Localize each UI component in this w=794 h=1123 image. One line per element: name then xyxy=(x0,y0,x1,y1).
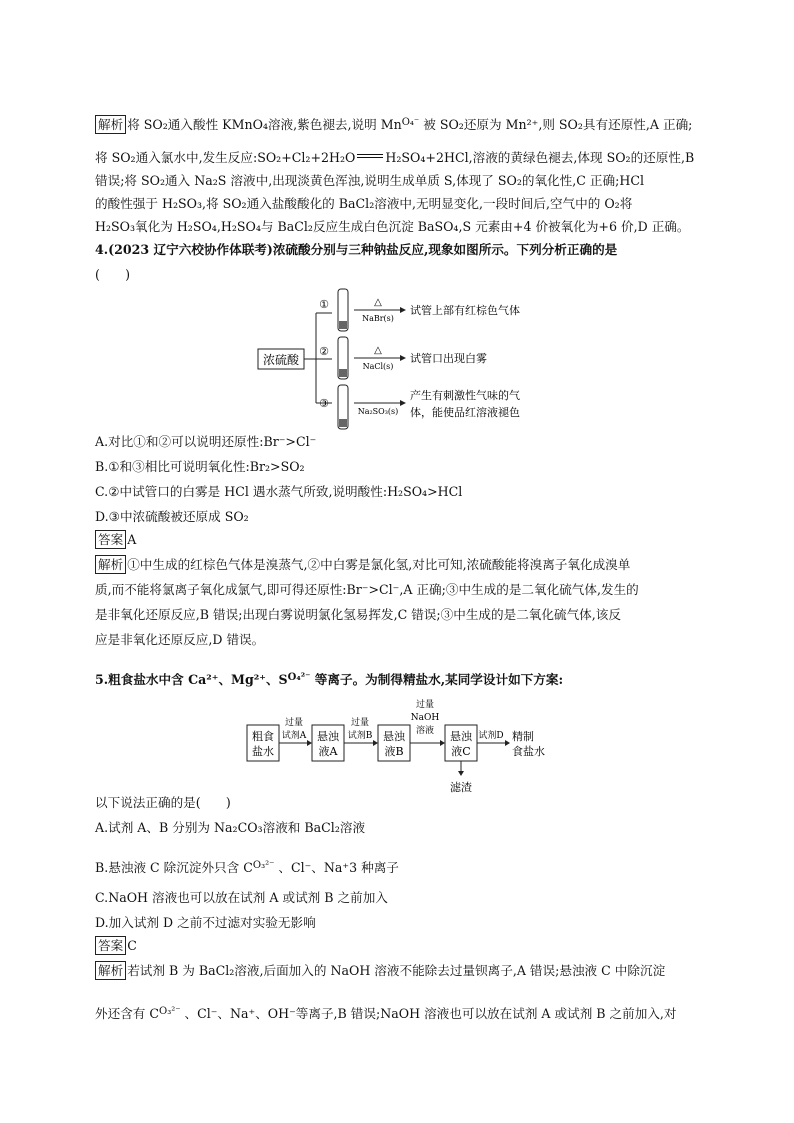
heat-symbol: △ xyxy=(374,297,382,308)
flow-arrow-3-line-3: 溶液 xyxy=(415,726,435,736)
q5-option-d: D.加入试剂 D 之前不过滤对实验无影响 xyxy=(95,915,316,930)
q4-option-d: D.③中浓硫酸被还原成 SO₂ xyxy=(95,509,249,524)
q4-answer xyxy=(95,530,136,550)
q5-stem xyxy=(95,668,563,690)
flow-box-2-line-2: 液A xyxy=(318,745,338,758)
flow-arrow-4-label: 试剂D xyxy=(478,731,504,741)
q3-text: 被 SO₂还原为 Mn²⁺,则 SO₂具有还原性,A 正确; xyxy=(423,117,693,132)
q4-option-c: C.②中试管口的白雾是 HCl 遇水蒸气所致,说明酸性:H₂SO₄>HCl xyxy=(95,484,463,499)
q3-text: 将 SO₂通入氯水中,发生反应:SO₂+Cl₂+2H₂O xyxy=(95,150,356,165)
reagent-label: 浓硫酸 xyxy=(262,353,300,367)
q5-question: 以下说法正确的是( ) xyxy=(95,795,231,810)
branch-3-result-2: 体，能使品红溶液褪色 xyxy=(410,406,520,419)
sulfate-ion: O₄²⁻ xyxy=(287,672,311,683)
q5-text: 、Cl⁻、Na⁺、OH⁻等离子,B 错误;NaOH 溶液也可以放在试剂 A 或试剂 B 之前加入,对 xyxy=(184,1006,677,1021)
carbonate-ion: O₃²⁻ xyxy=(159,1006,181,1017)
flow-box-3-line-1: 悬浊 xyxy=(383,730,405,743)
explain-label: 解析 xyxy=(95,555,126,574)
test-tube-2-solid xyxy=(339,369,347,377)
q3-explain-line-4: 的酸性强于 H₂SO₃,将 SO₂通入盐酸酸化的 BaCl₂溶液中,无明显变化,一段时间后,空气中的 O₂将 xyxy=(95,196,633,211)
q3-text: 将 SO₂通入酸性 KMnO₄溶液,紫色褪去,说明 Mn xyxy=(127,117,402,132)
q5-explain-line-2 xyxy=(95,1002,677,1024)
branch-1-salt: NaBr(s) xyxy=(362,314,394,323)
test-tube-1-solid xyxy=(339,321,347,329)
flow-arrow-2-line-2: 试剂B xyxy=(347,731,373,741)
carbonate-ion: O₃²⁻ xyxy=(252,860,275,871)
flow-box-1-line-2: 盐水 xyxy=(252,745,274,758)
branch-2-num: ② xyxy=(319,345,329,358)
q5-option-b-text: B.悬浊液 C 除沉淀外只含 C xyxy=(95,860,253,875)
q4-reaction-diagram xyxy=(250,285,550,435)
q3-explain-line-1 xyxy=(95,113,692,135)
q4-text: ①中生成的红棕色气体是溴蒸气,②中白雾是氯化氢,对比可知,浓硫酸能将溴离子氧化成溴单 xyxy=(127,557,631,572)
q4-explain-line-1 xyxy=(95,555,630,575)
q4-explain-line-4: 应是非氧化还原反应,D 错误。 xyxy=(95,632,265,647)
flow-arrow-2-line-1: 过量 xyxy=(350,718,370,728)
q4-explain-line-2: 质,而不能将氯离子氧化成氯气,即可得还原性:Br⁻>Cl⁻,A 正确;③中生成的是二氧化硫气体,发生的 xyxy=(95,582,639,597)
explain-label: 解析 xyxy=(95,115,126,134)
branch-2-result: 试管口出现白雾 xyxy=(410,352,487,365)
explain-label: 解析 xyxy=(95,961,126,980)
q3-explain-line-5: H₂SO₃氧化为 H₂SO₄,H₂SO₄与 BaCl₂反应生成白色沉淀 BaSO₄,S 元素由+4 价被氧化为+6 价,D 正确。 xyxy=(95,219,690,234)
q5-stem-text: 5.粗食盐水中含 Ca²⁺、Mg²⁺、S xyxy=(95,672,288,687)
answer-label: 答案 xyxy=(95,530,126,549)
permanganate-ion: O₄⁻ xyxy=(401,117,420,128)
q3-explain-line-3: 错误;将 SO₂通入 Na₂S 溶液中,出现淡黄色浑浊,说明生成单质 S,体现了 SO₂的氧化性,C 正确;HCl xyxy=(95,173,644,188)
flow-box-1-line-1: 粗食 xyxy=(252,730,274,743)
q5-stem-text: 等离子。为制得精盐水,某同学设计如下方案: xyxy=(314,672,564,687)
q4-option-a: A.对比①和②可以说明还原性:Br⁻>Cl⁻ xyxy=(95,434,317,449)
flow-arrow-3-line-2: NaOH xyxy=(410,713,440,723)
q5-answer xyxy=(95,936,137,956)
flow-box-4-line-2: 液C xyxy=(451,745,471,758)
q4-stem: 4.(2023 辽宁六校协作体联考)浓硫酸分别与三种钠盐反应,现象如图所示。下列分析正确的是 xyxy=(95,242,618,257)
q4-option-b: B.①和③相比可说明氧化性:Br₂>SO₂ xyxy=(95,459,305,474)
q5-text: 外还含有 C xyxy=(95,1006,160,1021)
q5-option-c: C.NaOH 溶液也可以放在试剂 A 或试剂 B 之前加入 xyxy=(95,890,388,905)
q4-answer-value: A xyxy=(127,532,137,547)
flow-box-4-line-1: 悬浊 xyxy=(450,730,472,743)
flow-arrow-1-line-2: 试剂A xyxy=(281,731,307,741)
answer-label: 答案 xyxy=(95,936,126,955)
q5-option-b-text: 、Cl⁻、Na⁺3 种离子 xyxy=(278,860,399,875)
flow-residue: 滤渣 xyxy=(450,781,472,794)
heat-symbol: △ xyxy=(374,345,382,356)
flow-box-2-line-1: 悬浊 xyxy=(317,730,339,743)
q3-explain-line-2 xyxy=(95,148,694,168)
flow-arrow-1-line-1: 过量 xyxy=(284,718,304,728)
q4-answer-paren: ( ) xyxy=(95,267,131,282)
q5-flow-diagram xyxy=(245,695,565,795)
branch-2-salt: NaCl(s) xyxy=(362,362,394,371)
q5-answer-value: C xyxy=(127,938,137,953)
branch-3-result: 产生有刺激性气味的气 xyxy=(410,389,520,402)
flow-product-line-2: 食盐水 xyxy=(512,745,545,758)
q4-explain-line-3: 是非氧化还原反应,B 错误;出现白雾说明氯化氢易挥发,C 错误;③中生成的是二氧化硫气体,该反 xyxy=(95,607,621,622)
q5-option-b xyxy=(95,856,399,878)
branch-1-result: 试管上部有红棕色气体 xyxy=(410,304,520,317)
flow-product-line-1: 精制 xyxy=(512,730,534,743)
q3-text: H₂SO₄+2HCl,溶液的黄绿色褪去,体现 SO₂的还原性,B xyxy=(385,150,695,165)
test-tube-3-solid xyxy=(339,419,347,427)
q5-explain-line-1 xyxy=(95,961,665,981)
equation-arrow xyxy=(357,154,383,158)
flow-arrow-3-line-1: 过量 xyxy=(415,700,435,710)
flow-box-3-line-2: 液B xyxy=(384,745,404,758)
branch-1-num: ① xyxy=(319,298,329,311)
q5-option-a: A.试剂 A、B 分别为 Na₂CO₃溶液和 BaCl₂溶液 xyxy=(95,820,366,835)
branch-3-salt: Na₂SO₃(s) xyxy=(357,407,399,416)
q5-text: 若试剂 B 为 BaCl₂溶液,后面加入的 NaOH 溶液不能除去过量钡离子,A 错误;悬浊液 C 中除沉淀 xyxy=(127,963,666,978)
branch-3-num: ③ xyxy=(319,397,329,410)
